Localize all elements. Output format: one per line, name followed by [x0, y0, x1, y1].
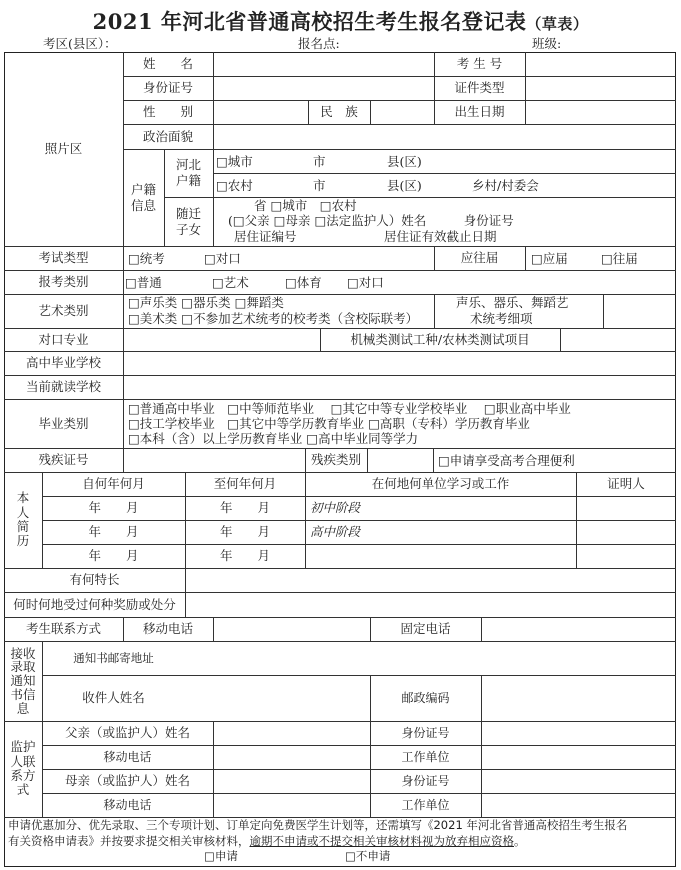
father-id-label: 身份证号: [401, 725, 450, 740]
footer-not-apply-option[interactable]: □不申请: [345, 849, 391, 863]
migrant-line-2[interactable]: (□父亲 □母亲 □法定监护人）姓名 身份证号: [228, 213, 514, 228]
resume-label: 本 人 简 历: [16, 490, 30, 549]
fresh-option-current[interactable]: □应届: [531, 251, 568, 266]
accommodation-option[interactable]: □申请享受高考合理便利: [438, 453, 575, 468]
notice-recipient-label: 收件人姓名: [82, 690, 145, 706]
resume-row-2-witness[interactable]: [576, 520, 676, 544]
vocational-test-label: 机械类测试工种/农林类测试项目: [350, 331, 530, 347]
specialty-field[interactable]: [185, 568, 676, 592]
id-type-label: 证件类型: [454, 80, 505, 96]
graduation-options-line-3[interactable]: □本科（含）以上学历教育毕业 □高中毕业同等学力: [128, 431, 419, 446]
mother-mobile-label: 移动电话: [103, 797, 152, 812]
footer-text-underlined: 逾期不申请或不提交相关审核材料视为放弃相应资格: [249, 834, 514, 848]
resume-row-1-witness[interactable]: [576, 496, 676, 520]
ethnicity-label: 民 族: [320, 104, 358, 120]
notice-postcode-label: 邮政编码: [401, 690, 450, 705]
specialty-label: 有何特长: [69, 572, 120, 588]
photo-area[interactable]: 照片区: [44, 141, 83, 157]
grid-vline: [433, 448, 434, 472]
disability-type-label: 残疾类别: [310, 452, 361, 468]
contact-mobile-label: 移动电话: [142, 621, 193, 637]
hebei-household-label: 河北 户籍: [175, 157, 201, 188]
footer-text-2a: 有关资格申请表》并按要求提交相关审核材料，: [8, 834, 250, 848]
resume-row-2-place[interactable]: 高中阶段: [310, 524, 361, 540]
exam-type-option-vocational[interactable]: □对口: [204, 251, 241, 266]
footer-text-line-1: 申请优惠加分、优先录取、三个专项计划、订单定向免费医学生计划等，还需填写《2021 年河北省普通高校招生考生报名: [8, 818, 628, 832]
class-label: 班级:: [532, 36, 562, 51]
vocational-major-label: 对口专业: [38, 331, 89, 347]
mother-name-field[interactable]: [213, 769, 370, 793]
gender-field[interactable]: [213, 100, 308, 124]
page-title: [0, 6, 681, 36]
exam-type-label: 考试类型: [38, 250, 89, 266]
exam-number-label: 考 生 号: [456, 56, 503, 72]
disability-cert-field[interactable]: [123, 448, 305, 472]
migrant-children-label: 随迁 子女: [175, 205, 201, 237]
grid-vline: [434, 294, 435, 328]
city-unit: 市: [313, 154, 326, 169]
mother-id-label: 身份证号: [401, 773, 450, 788]
title-suffix: （草表）: [526, 15, 589, 33]
art-options-line-1[interactable]: □声乐类 □器乐类 □舞蹈类: [128, 295, 284, 310]
fresh-option-previous[interactable]: □往届: [601, 251, 638, 266]
graduated-school-label: 高中毕业学校: [25, 355, 101, 371]
notice-postcode-field[interactable]: [481, 675, 676, 721]
art-category-label: 艺术类别: [38, 303, 89, 319]
name-label: 姓 名: [142, 56, 193, 72]
apply-option-vocational[interactable]: □对口: [347, 275, 384, 290]
mother-mobile-field[interactable]: [213, 793, 370, 817]
resume-row-3-to[interactable]: 年 月: [219, 548, 270, 564]
resume-row-3-witness[interactable]: [576, 544, 676, 568]
household-label: 户籍 信息: [130, 181, 156, 213]
resume-header-from: 自何年何月: [82, 476, 145, 492]
notice-address-label: 通知书邮寄地址: [73, 650, 154, 665]
rural-city-unit: 市: [313, 178, 326, 193]
contact-mobile-field[interactable]: [213, 617, 370, 641]
id-number-label: 身份证号: [142, 80, 193, 96]
notice-address-field[interactable]: [185, 641, 676, 675]
exam-area-label: 考区(县区）：: [43, 36, 117, 51]
grid-vline: [525, 246, 526, 270]
graduated-school-field[interactable]: [123, 351, 676, 375]
footer-apply-option[interactable]: □申请: [204, 849, 238, 863]
art-options-line-2[interactable]: □美术类 □不参加艺术统考的校考类（含校际联考）: [128, 311, 419, 326]
apply-option-general[interactable]: □普通: [125, 275, 162, 290]
current-school-label: 当前就读学校: [25, 379, 101, 395]
contact-landline-label: 固定电话: [400, 621, 451, 637]
rural-option[interactable]: □农村: [216, 178, 253, 193]
notice-recipient-field[interactable]: [185, 675, 370, 721]
birth-date-field[interactable]: [525, 100, 676, 124]
political-status-label: 政治面貌: [142, 128, 193, 144]
father-mobile-label: 移动电话: [103, 749, 152, 764]
vocational-major-field[interactable]: [123, 328, 320, 351]
grid-hline: [164, 197, 676, 198]
mother-id-field[interactable]: [481, 769, 676, 793]
exam-type-option-unified[interactable]: □统考: [128, 251, 165, 266]
disability-type-field[interactable]: [367, 448, 433, 472]
mother-work-label: 工作单位: [401, 797, 450, 812]
resume-row-2-to[interactable]: 年 月: [219, 524, 270, 540]
notice-label: 接收 录取 通知 书信 息: [10, 645, 36, 716]
resume-row-1-place[interactable]: 初中阶段: [310, 500, 361, 516]
birth-date-label: 出生日期: [454, 104, 505, 120]
grid-hline: [213, 173, 676, 174]
rewards-field[interactable]: [185, 592, 676, 617]
fresh-graduate-label: 应往届: [460, 250, 499, 266]
art-detail-label-1: 声乐、器乐、舞蹈艺: [456, 295, 569, 310]
graduation-type-label: 毕业类别: [38, 415, 89, 431]
rural-county-unit: 县(区): [387, 178, 422, 193]
footer-text-2c: 。: [514, 834, 526, 848]
father-work-label: 工作单位: [401, 749, 450, 764]
resume-row-3-from[interactable]: 年 月: [88, 548, 139, 564]
id-number-field[interactable]: [213, 76, 434, 100]
ethnicity-field[interactable]: [370, 100, 434, 124]
father-name-label: 父亲（或监护人）姓名: [64, 725, 190, 741]
migrant-line-3: 居住证编号 居住证有效截止日期: [234, 229, 497, 244]
name-field[interactable]: [213, 52, 434, 76]
gender-label: 性 别: [142, 104, 193, 120]
art-detail-field[interactable]: [603, 294, 676, 328]
apply-category-label: 报考类别: [38, 274, 89, 290]
graduation-options-line-1[interactable]: □普通高中毕业 □中等师范毕业 □其它中等专业学校毕业 □职业高中毕业: [128, 401, 571, 416]
resume-row-2-from[interactable]: 年 月: [88, 524, 139, 540]
resume-row-1-to[interactable]: 年 月: [219, 500, 270, 516]
guardian-label: 监护 人联 系方 式: [10, 739, 36, 798]
apply-option-art[interactable]: □艺术: [212, 275, 249, 290]
exam-number-field[interactable]: [525, 52, 676, 76]
father-mobile-field[interactable]: [213, 745, 370, 769]
contact-label: 考生联系方式: [25, 621, 101, 637]
father-id-field[interactable]: [481, 721, 676, 745]
footer-text-line-2: [8, 835, 526, 849]
registration-point-label: 报名点:: [298, 36, 340, 51]
resume-row-3-place[interactable]: [310, 544, 576, 568]
resume-row-1-from[interactable]: 年 月: [88, 500, 139, 516]
rewards-label: 何时何地受过何种奖励或处分: [13, 596, 176, 612]
father-name-field[interactable]: [213, 721, 370, 745]
art-detail-label-2: 术统考细项: [470, 311, 533, 326]
contact-landline-field[interactable]: [481, 617, 676, 641]
village-unit: 乡村/村委会: [472, 178, 539, 193]
resume-header-witness: 证明人: [607, 476, 645, 492]
mother-work-field[interactable]: [481, 793, 676, 817]
apply-option-sports[interactable]: □体育: [285, 275, 322, 290]
city-option[interactable]: □城市: [216, 154, 253, 169]
id-type-field[interactable]: [525, 76, 676, 100]
resume-header-to: 至何年何月: [213, 476, 277, 492]
resume-header-place: 在何地何单位学习或工作: [371, 476, 510, 492]
title-text: 2021 年河北省普通高校招生考生报名登记表: [92, 9, 527, 34]
mother-name-label: 母亲（或监护人）姓名: [64, 773, 190, 789]
current-school-field[interactable]: [123, 375, 676, 399]
political-status-field[interactable]: [213, 124, 676, 149]
father-work-field[interactable]: [481, 745, 676, 769]
graduation-options-line-2[interactable]: □技工学校毕业 □其它中等学历教育毕业 □高职（专科）学历教育毕业: [128, 416, 530, 431]
county-unit: 县(区): [387, 154, 422, 169]
vocational-test-field[interactable]: [560, 328, 676, 351]
migrant-line-1[interactable]: 省 □城市 □农村: [254, 198, 357, 213]
disability-cert-label: 残疾证号: [38, 452, 89, 468]
